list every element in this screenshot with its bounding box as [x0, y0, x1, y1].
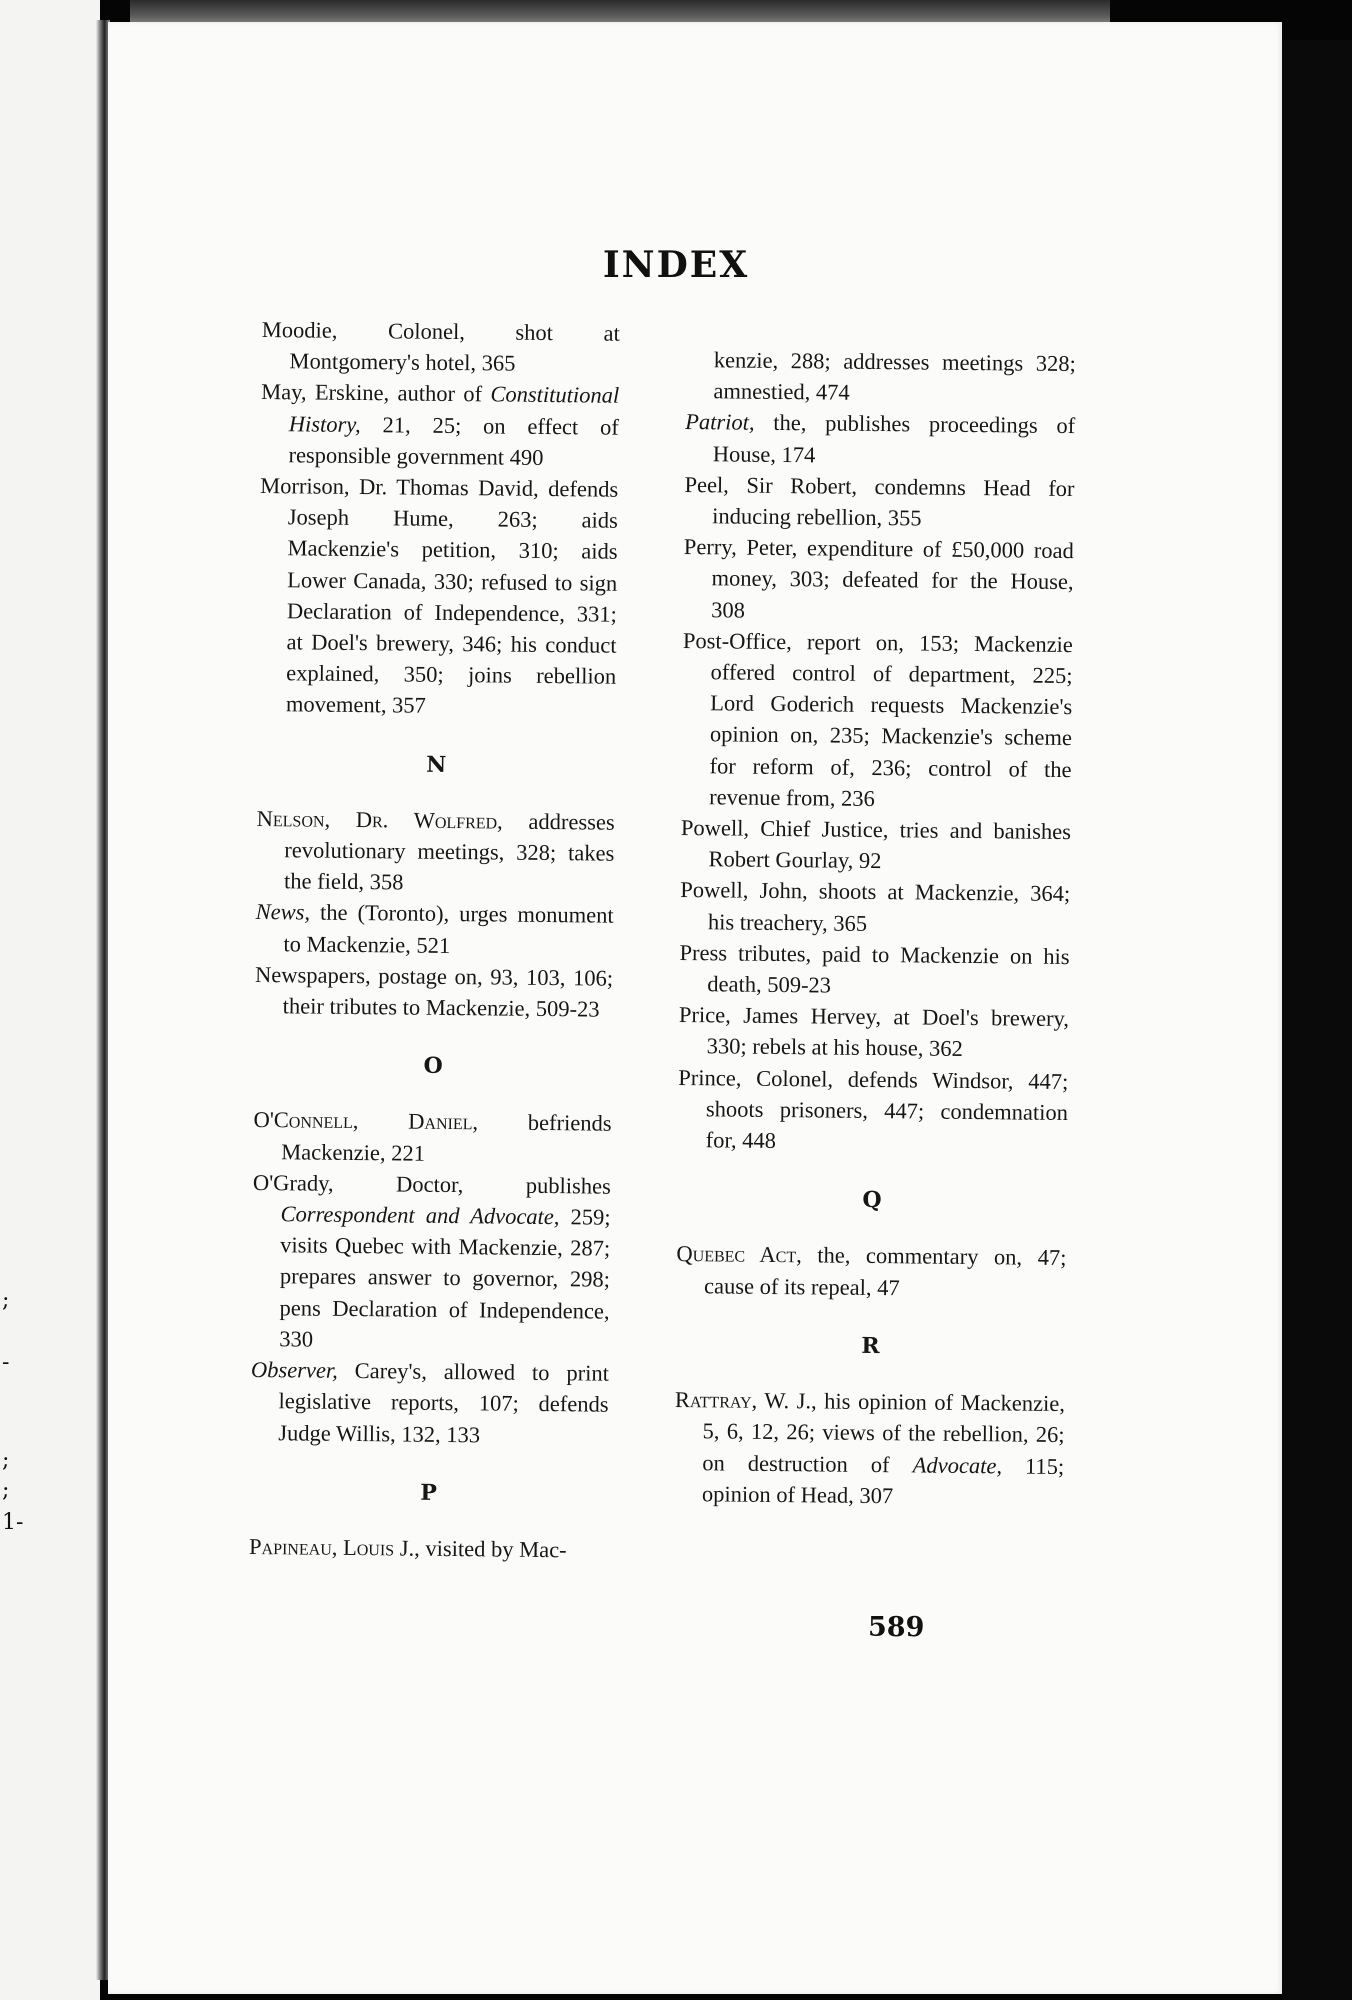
index-column-right — [674, 344, 1076, 1513]
fragment: - — [2, 1350, 10, 1375]
index-entry: Quebec Act, the, commentary on, 47; cause of its repeal, 47 — [676, 1241, 1067, 1300]
fragment: ; — [2, 1448, 10, 1473]
section-letter-p: P — [420, 1479, 438, 1506]
index-entry: Patriot, the, publishes proceedings of House, 174 — [685, 409, 1076, 467]
index-entry: Papineau, Louis J., visited by Mac- — [248, 1533, 567, 1563]
index-entry: Press tributes, paid to Mackenzie on his death, 509-23 — [679, 939, 1070, 998]
fragment: ; — [2, 1288, 10, 1313]
index-entry: May, Erskine, author of Constitutional History, 21, 25; on effect of responsible government 490 — [261, 379, 620, 470]
index-entry: Prince, Colonel, defends Windsor, 447; shoots prisoners, 447; condemnation for, 448 — [678, 1064, 1069, 1154]
index-entry: Price, James Hervey, at Doel's brewery, 330; rebels at his house, 362 — [678, 1002, 1070, 1062]
section-letter-n: N — [426, 751, 447, 778]
index-entry: Newspapers, postage on, 93, 103, 106; their tributes to Mackenzie, 509-23 — [254, 961, 614, 1022]
index-entry: Rattray, W. J., his opinion of Mackenzie, 5, 6, 12, 26; views of the rebellion, 26; on destruction of Advocate, 115; opinion of Head, 307 — [674, 1387, 1066, 1508]
fragment: ; — [2, 1478, 10, 1503]
index-entry-continuation: kenzie, 288; addresses meetings 328; amnestied, 474 — [713, 347, 1076, 405]
index-entry: Powell, John, shoots at Mackenzie, 364; his treachery, 365 — [680, 877, 1071, 936]
previous-page-text-fragments — [0, 0, 100, 2000]
index-entry: Morrison, Dr. Thomas David, defends Joseph Hume, 263; aids Mackenzie's petition, 310; aids Lower Canada, 330; refused to sign Declaration of Independence, 331; at Doel's brewery, 346; his conduct explained, 350; joins rebellion movement, 357 — [260, 473, 619, 719]
index-entry: Peel, Sir Robert, condemns Head for inducing rebellion, 355 — [684, 471, 1075, 531]
index-entry: Perry, Peter, expenditure of £50,000 road money, 303; defeated for the House, 308 — [683, 534, 1074, 623]
index-column-left — [249, 314, 620, 1566]
fragment: 1- — [2, 1510, 24, 1535]
index-entry: O'Connell, Daniel, befriends Mackenzie, 221 — [253, 1107, 612, 1166]
index-entry: Moodie, Colonel, shot at Montgomery's hotel, 365 — [261, 316, 620, 376]
page-number: 589 — [868, 1612, 925, 1643]
section-letter-r: R — [861, 1332, 880, 1359]
index-entry: News, the (Toronto), urges monument to Mackenzie, 521 — [255, 899, 614, 958]
scan-background-right — [1282, 40, 1352, 2000]
index-entry: Post-Office, report on, 153; Mackenzie offered control of department, 225; Lord Goderich requests Mackenzie's opinion on, 235; Mackenzie's scheme for reform of, 236; control of the revenue from, 236 — [682, 627, 1074, 811]
index-entry: Nelson, Dr. Wolfred, addresses revolutionary meetings, 328; takes the field, 358 — [256, 805, 615, 895]
section-letter-o: O — [423, 1052, 443, 1080]
index-entry: Observer, Carey's, allowed to print legislative reports, 107; defends Judge Willis, 132, 133 — [250, 1357, 610, 1447]
index-entry: O'Grady, Doctor, publishes Correspondent and Advocate, 259; visits Quebec with Mackenzie, 287; prepares answer to governor, 298; pens Declaration of Independence, 330 — [252, 1169, 612, 1352]
page-title: INDEX — [602, 244, 750, 286]
section-letter-q: Q — [862, 1187, 882, 1214]
index-entry: Powell, Chief Justice, tries and banishes Robert Gourlay, 92 — [680, 815, 1072, 874]
